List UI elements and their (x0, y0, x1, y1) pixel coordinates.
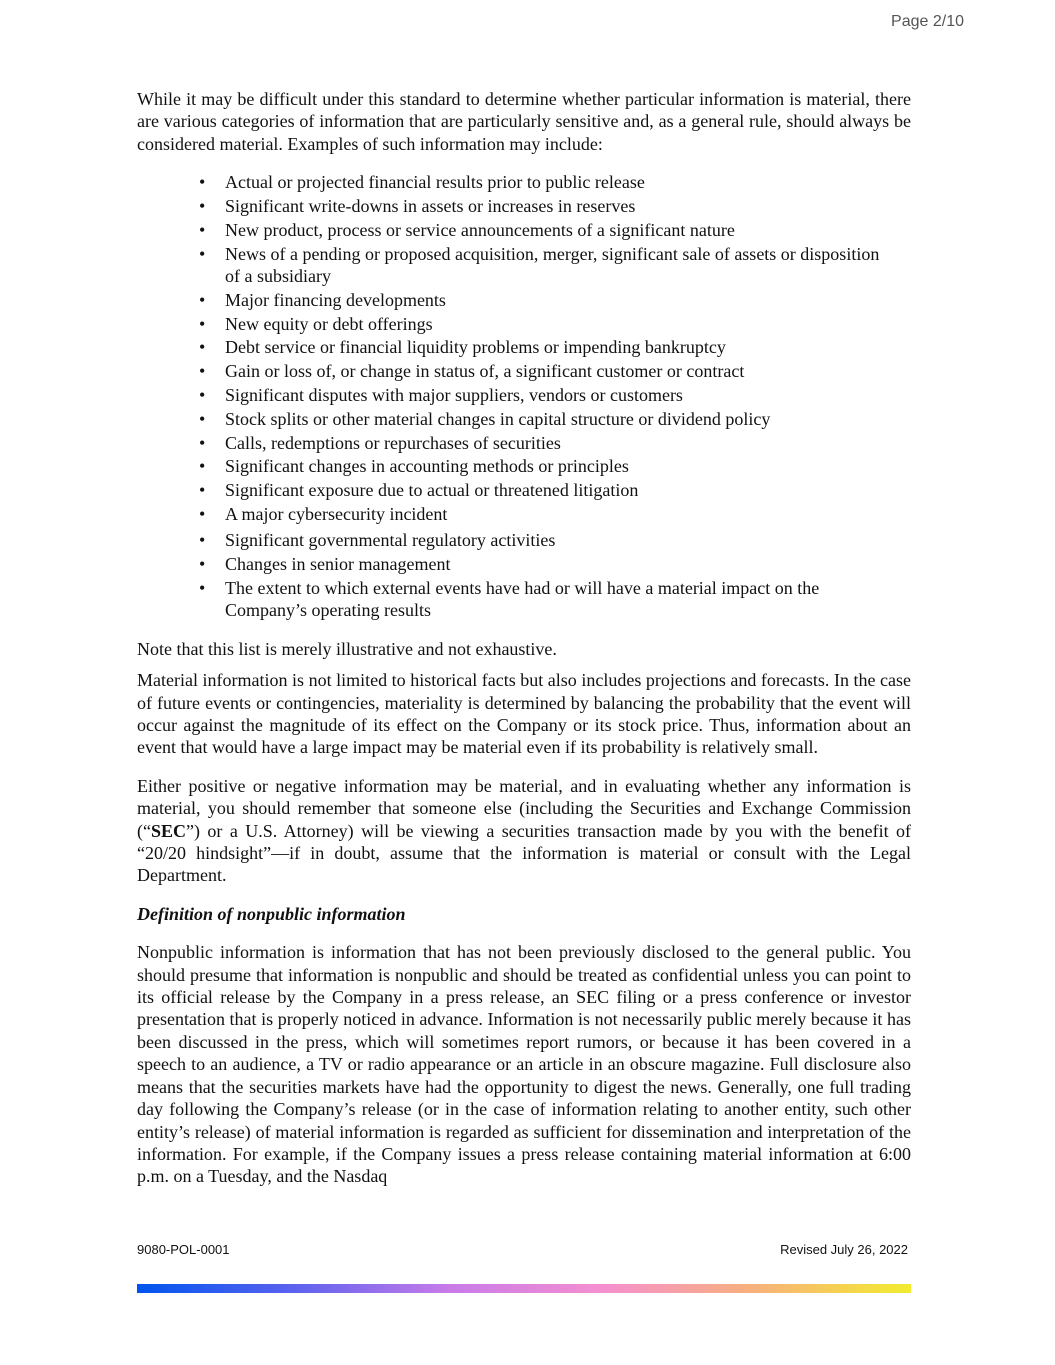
list-item: • Significant governmental regulatory activities (225, 529, 911, 551)
list-item: • Stock splits or other material changes in capital structure or dividend policy (225, 408, 911, 430)
material-info-paragraph: Material information is not limited to historical facts but also includes projections and forecasts. In the case of future events or contingencies, materiality is determined by balancing the probability that the event will occur against the magnitude of its effect on the Company or its stock price. Thus, information about an event that would have a large impact may be material even if its probability is relatively small. (137, 670, 911, 758)
list-item: • Significant changes in accounting methods or principles (225, 455, 911, 477)
list-item: • Debt service or financial liquidity problems or impending bankruptcy (225, 336, 911, 358)
paragraph-text: Either positive or negative information may be material, and in evaluating whether any information is material, you should remember that someone else (including the Securities and Exchange Commission (“ (137, 775, 911, 841)
list-item: • New equity or debt offerings (225, 313, 911, 335)
material-examples-list (137, 171, 911, 622)
positive-negative-paragraph (137, 775, 911, 887)
page-number: Page 2/10 (891, 13, 964, 30)
list-item: • New product, process or service announcements of a significant nature (225, 219, 911, 241)
list-item: • The extent to which external events have had or will have a material impact on the Company’s operating results (225, 577, 911, 622)
list-item: • Gain or loss of, or change in status of, a significant customer or contract (225, 360, 911, 382)
section-heading: Definition of nonpublic information (137, 903, 406, 924)
list-item: • Actual or projected financial results prior to public release (225, 171, 911, 193)
note-paragraph: Note that this list is merely illustrative and not exhaustive. (137, 638, 557, 659)
footer-gradient-bar (137, 1284, 911, 1293)
paragraph-text: ”) or a U.S. Attorney) will be viewing a securities transaction made by you with the benefit of “20/20 hindsight”—if in doubt, assume that the information is material or consult with the Legal Department. (137, 820, 911, 886)
sec-term: SEC (150, 820, 186, 841)
list-item: • News of a pending or proposed acquisition, merger, significant sale of assets or disposition of a subsidiary (225, 243, 911, 288)
list-item: • A major cybersecurity incident (225, 503, 911, 525)
list-item: • Significant write-downs in assets or increases in reserves (225, 195, 911, 217)
intro-paragraph: While it may be difficult under this standard to determine whether particular information is material, there are various categories of information that are particularly sensitive and, as a general rule, should always be considered material. Examples of such information may include: (137, 89, 911, 154)
list-item: • Major financing developments (225, 289, 911, 311)
revision-date: Revised July 26, 2022 (780, 1242, 908, 1257)
list-item: • Changes in senior management (225, 553, 911, 575)
document-id: 9080-POL-0001 (137, 1242, 230, 1257)
document-body (137, 88, 911, 1188)
list-item: • Significant disputes with major suppliers, vendors or customers (225, 384, 911, 406)
list-item: • Significant exposure due to actual or threatened litigation (225, 479, 911, 501)
nonpublic-info-paragraph: Nonpublic information is information that has not been previously disclosed to the general public. You should presume that information is nonpublic and should be treated as confidential unless you can point to its official release by the Company in a press release, an SEC filing or a press conference or investor presentation that is properly noticed in advance. Information is not necessarily public merely because it has been discussed in the press, which will sometimes report rumors, or because it has been covered in a speech to an audience, a TV or radio appearance or an article in an obscure magazine. Full disclosure also means that the securities markets have had the opportunity to digest the news. Generally, one full trading day following the Company’s release (or in the case of information relating to another entity, such other entity’s release) of material information is regarded as sufficient for dissemination and interpretation of the information. For example, if the Company issues a press release containing material information at 6:00 p.m. on a Tuesday, and the Nasdaq (137, 942, 911, 1187)
list-item: • Calls, redemptions or repurchases of securities (225, 432, 911, 454)
